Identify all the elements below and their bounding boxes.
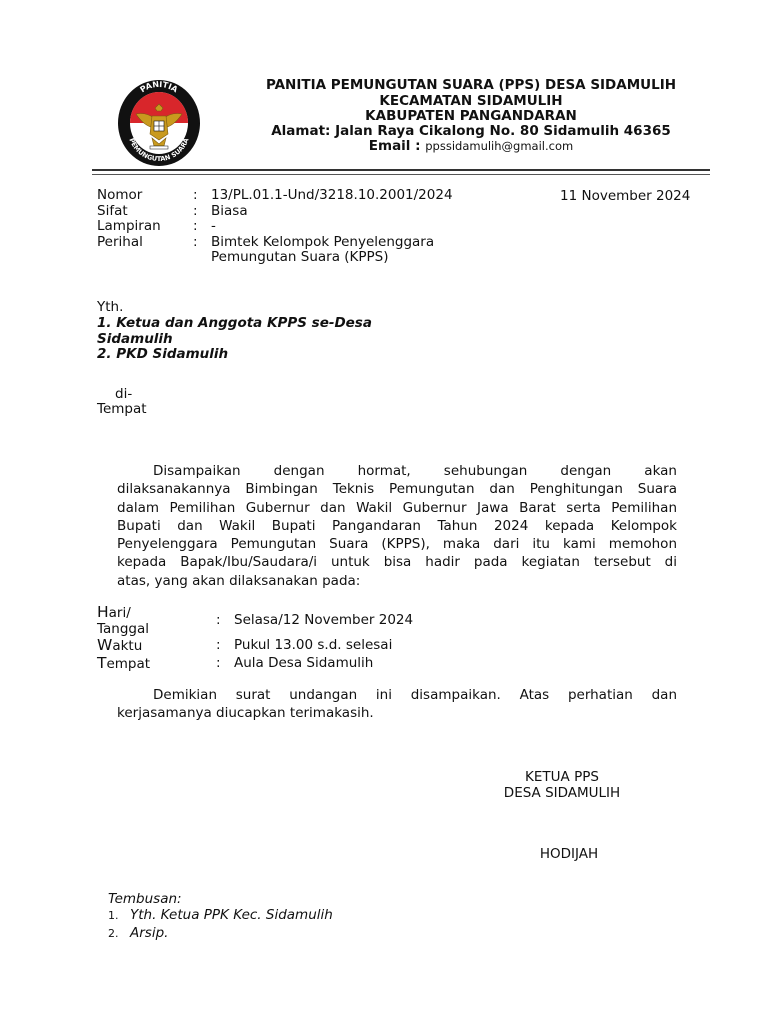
tempat-label: Tempat <box>97 654 151 672</box>
recipient-1b: Sidamulih <box>97 331 173 347</box>
body-paragraph-1: Disampaikan dengan hormat, sehubungan dengan akan dilaksanakannya Bimbingan Teknis Pemungutan dan Penghitungan Suara dalam Pemilihan Gubernur dan Wakil Gubernur Jawa Barat serta Pemilihan Bupati dan Wakil Bupati Pangandaran Tahun 2024 kepada Kelompok Penyelenggara Pemungutan Suara (KPPS), maka dari itu kami memohon kepada Bapak/Ibu/Saudara/i untuk bisa hadir pada kegiatan tersebut di atas, yang akan dilaksanakan pada: <box>117 463 677 589</box>
kpu-logo <box>116 78 202 168</box>
perihal-value-2: Pemungutan Suara (KPPS) <box>211 249 389 265</box>
hari-value: Selasa/12 November 2024 <box>234 612 414 628</box>
letter-date: 11 November 2024 <box>560 188 691 204</box>
di: di- <box>115 386 133 402</box>
sifat-value: Biasa <box>211 203 248 219</box>
sifat-label: Sifat <box>97 203 128 219</box>
signature-title-2: DESA SIDAMULIH <box>503 785 621 801</box>
nomor-colon: : <box>193 187 198 203</box>
logo-top-text: PANITIA <box>138 79 180 95</box>
header-line-3: KABUPATEN PANGANDARAN <box>365 108 577 124</box>
recipient-1a: 1. Ketua dan Anggota KPPS se-Desa <box>97 315 372 331</box>
tembusan-item: 1. Yth. Ketua PPK Kec. Sidamulih <box>108 907 333 923</box>
header-email <box>226 139 716 155</box>
body-paragraph-2: Demikian surat undangan ini disampaikan. Atas perhatian dan kerjasamanya diucapkan terimakasih. <box>117 687 677 722</box>
tembusan-label: Tembusan: <box>108 891 182 907</box>
header-line-2: KECAMATAN SIDAMULIH <box>379 93 563 109</box>
hari-colon: : <box>216 612 221 628</box>
nomor-value: 13/PL.01.1-Und/3218.10.2001/2024 <box>211 187 453 203</box>
email-label: Email : <box>368 138 421 154</box>
header-rule-thin <box>92 174 710 175</box>
lampiran-colon: : <box>193 218 198 234</box>
header-rule-thick <box>92 169 710 171</box>
nomor-label: Nomor <box>97 187 143 203</box>
perihal-value-1: Bimtek Kelompok Penyelenggara <box>211 234 435 250</box>
lampiran-value: - <box>211 218 216 234</box>
perihal-label: Perihal <box>97 234 143 250</box>
waktu-label: Waktu <box>97 636 143 654</box>
email-value: ppssidamulih@gmail.com <box>425 139 574 153</box>
tembusan-item: 2. Arsip. <box>108 925 169 941</box>
waktu-value: Pukul 13.00 s.d. selesai <box>234 637 393 653</box>
logo-bottom-text: PEMUNGUTAN SUARA <box>127 136 191 164</box>
perihal-colon: : <box>193 234 198 250</box>
tempat: Tempat <box>97 401 147 417</box>
recipient-2: 2. PKD Sidamulih <box>97 346 229 362</box>
hari-label: Hari/ <box>97 603 131 621</box>
tempat-colon: : <box>216 655 221 671</box>
waktu-colon: : <box>216 637 221 653</box>
tanggal-label: Tanggal <box>97 621 150 637</box>
header-line-1: PANITIA PEMUNGUTAN SUARA (PPS) DESA SIDAMULIH <box>265 77 677 93</box>
header-address: Alamat: Jalan Raya Cikalong No. 80 Sidamulih 46365 <box>271 123 671 139</box>
tempat-value: Aula Desa Sidamulih <box>234 655 374 671</box>
yth: Yth. <box>97 299 124 315</box>
signature-title-1: KETUA PPS <box>525 769 599 785</box>
lampiran-label: Lampiran <box>97 218 161 234</box>
sifat-colon: : <box>193 203 198 219</box>
signature-name: HODIJAH <box>539 846 599 862</box>
